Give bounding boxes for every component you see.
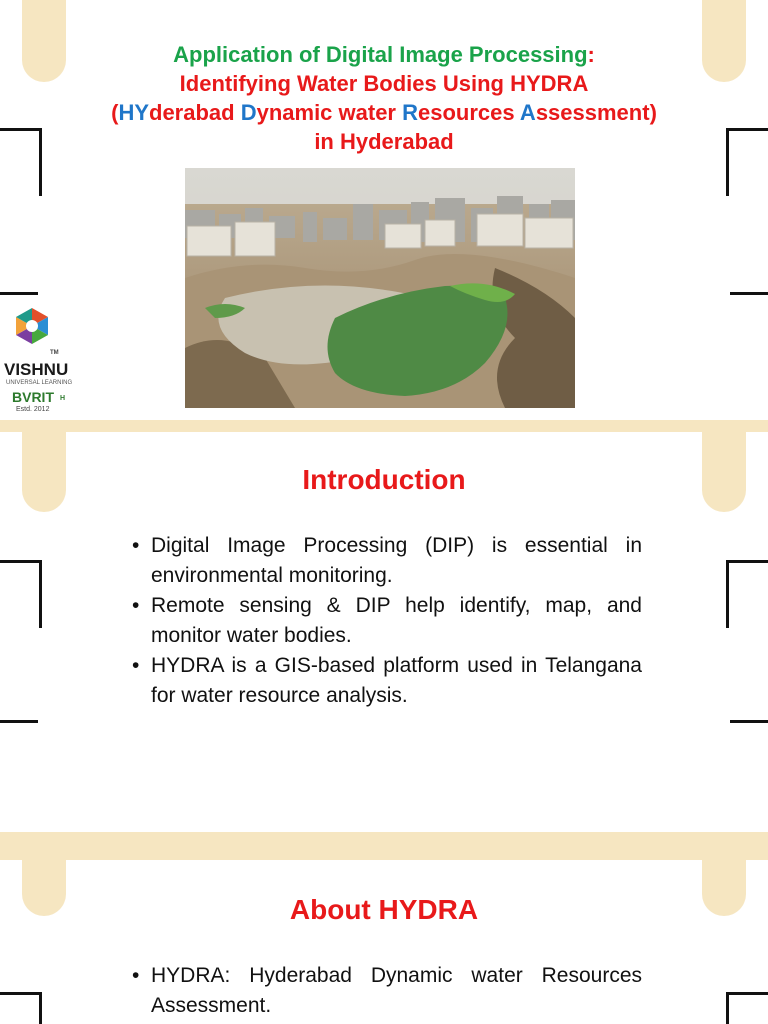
logo-tm: TM xyxy=(50,350,59,356)
introduction-slide xyxy=(0,432,768,832)
divider-mark xyxy=(0,720,38,723)
title-line-2: Identifying Water Bodies Using HYDRA xyxy=(179,71,589,96)
logo-estd: Estd. 2012 xyxy=(16,406,50,413)
corner-bracket xyxy=(726,992,768,1024)
logo-brand-suffix: H xyxy=(60,395,66,402)
corner-bracket xyxy=(0,128,42,196)
section-heading: Introduction xyxy=(302,464,466,495)
corner-bracket xyxy=(0,560,42,628)
list-item: • HYDRA: Hyderabad Dynamic water Resources Assessment. xyxy=(132,961,642,1021)
logo-mark-icon xyxy=(12,306,52,346)
intro-bullet-list xyxy=(132,531,642,711)
list-item: • Remote sensing & DIP help identify, map, and monitor water bodies. xyxy=(132,591,642,651)
list-item: • HYDRA is a GIS-based platform used in Telangana for water resource analysis. xyxy=(132,651,642,711)
section-heading: About HYDRA xyxy=(289,894,479,925)
list-item: • Digital Image Processing (DIP) is essential in environmental monitoring. xyxy=(132,531,642,591)
vishnu-bvrit-logo xyxy=(4,306,76,416)
about-bullet-list xyxy=(132,961,642,1021)
logo-name: VISHNU xyxy=(4,360,69,379)
corner-bracket xyxy=(0,992,42,1024)
title-line-4: in Hyderabad xyxy=(314,129,454,154)
corner-bracket xyxy=(726,560,768,628)
title-line-3: (HYderabad Dynamic water Resources Assessment) xyxy=(111,100,657,125)
divider-mark xyxy=(730,720,768,723)
divider-mark xyxy=(730,292,768,295)
lake-photo xyxy=(185,168,575,408)
divider-mark xyxy=(0,292,38,295)
title-colon: : xyxy=(587,42,595,67)
about-hydra-slide xyxy=(0,860,768,1024)
title-slide xyxy=(0,0,768,420)
title-line-1: Application of Digital Image Processing xyxy=(173,42,588,67)
slide-separator xyxy=(0,420,768,432)
slide-title xyxy=(40,40,728,156)
logo-brand: BVRIT xyxy=(12,389,54,405)
logo-tagline: UNIVERSAL LEARNING xyxy=(6,380,73,386)
slide-separator xyxy=(0,832,768,860)
corner-bracket xyxy=(726,128,768,196)
